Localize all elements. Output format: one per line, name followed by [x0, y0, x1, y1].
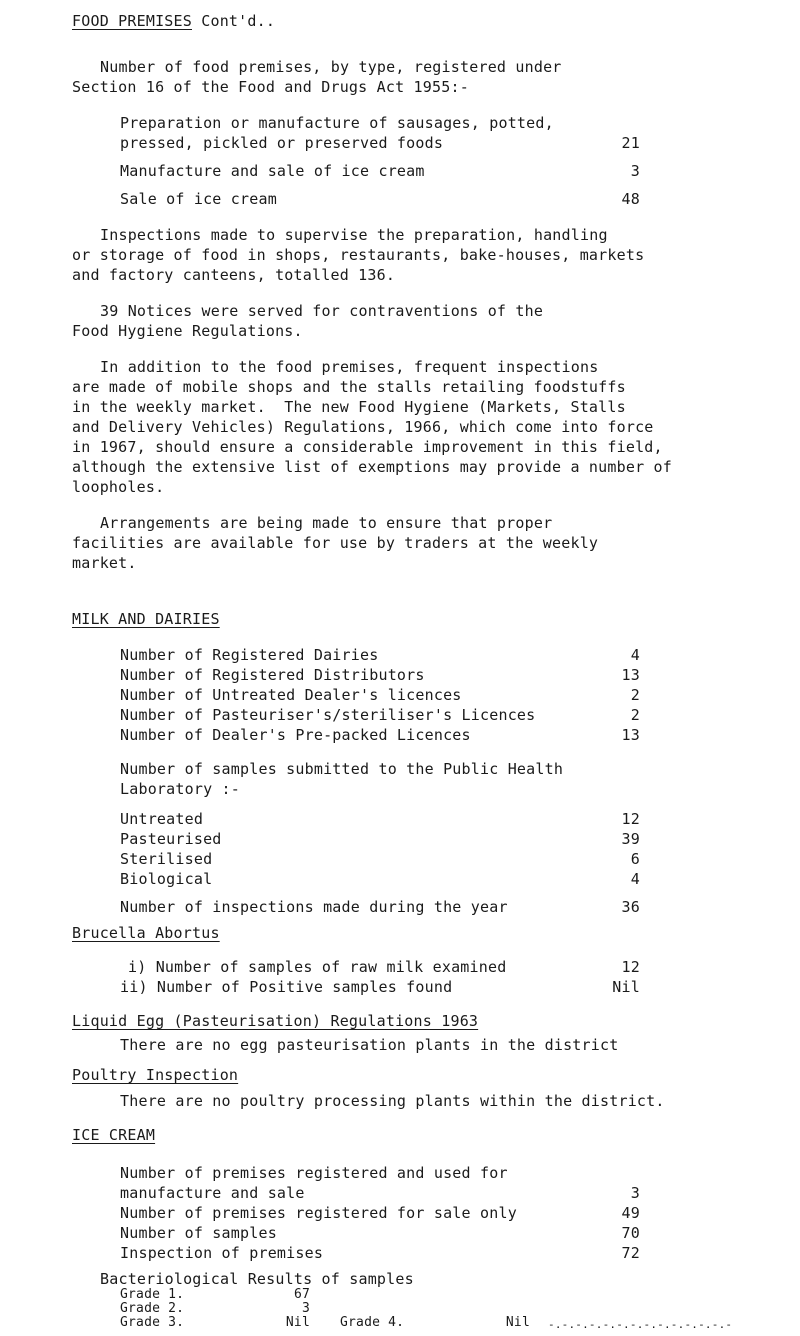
mobile-para-line: in 1967, should ensure a considerable improvement in this field, — [72, 438, 663, 456]
milk-row-value: 13 — [621, 666, 640, 684]
ice-cream-row-value: 49 — [621, 1204, 640, 1222]
milk-row-value: 2 — [630, 706, 640, 724]
poultry-text: There are no poultry processing plants within the district. — [120, 1092, 665, 1110]
grade-label: Grade 1. — [120, 1287, 185, 1302]
milk-row-value: 4 — [630, 646, 640, 664]
sample-row-label: Sterilised — [120, 850, 213, 868]
section-header — [72, 12, 275, 30]
sample-row-value: 12 — [621, 810, 640, 828]
ice-cream-row-label: Number of premises registered for sale only — [120, 1204, 517, 1222]
grade-value: 3 — [301, 1301, 310, 1316]
poultry-heading: Poultry Inspection — [72, 1066, 239, 1084]
sample-row-value: 6 — [630, 850, 640, 868]
arrangements-para-line: market. — [72, 554, 137, 572]
grade-value: 67 — [293, 1287, 310, 1302]
samples-intro-line: Number of samples submitted to the Public Health — [120, 760, 564, 778]
brucella-row-label: i) Number of samples of raw milk examined — [128, 958, 507, 976]
intro-line-1: Number of food premises, by type, registered under — [100, 58, 562, 76]
arrangements-para-line: Arrangements are being made to ensure that proper — [100, 514, 553, 532]
brucella-row-value: 12 — [621, 958, 640, 976]
milk-row-label: Number of Registered Distributors — [120, 666, 425, 684]
cont-label: Cont'd.. — [201, 12, 276, 30]
premises-row-label: Preparation or manufacture of sausages, potted, — [120, 114, 554, 132]
grade-value: Nil — [285, 1315, 310, 1330]
premises-row-value: 48 — [621, 190, 640, 208]
mobile-para-line: although the extensive list of exemptions may provide a number of — [72, 458, 672, 476]
ice-cream-row-label: Number of samples — [120, 1224, 277, 1242]
ice-cream-row-label: manufacture and sale — [120, 1184, 305, 1202]
mobile-para-line: loopholes. — [72, 478, 165, 496]
milk-inspections-label: Number of inspections made during the year — [120, 898, 508, 916]
milk-row-label: Number of Pasteuriser's/steriliser's Licences — [120, 706, 536, 724]
milk-inspections-value: 36 — [621, 898, 640, 916]
grade-label: Grade 2. — [120, 1301, 185, 1316]
mobile-para-line: are made of mobile shops and the stalls retailing foodstuffs — [72, 378, 626, 396]
liquid-egg-heading: Liquid Egg (Pasteurisation) Regulations 1963 — [72, 1012, 479, 1030]
sample-row-label: Biological — [120, 870, 213, 888]
premises-row-label: pressed, pickled or preserved foods — [120, 134, 444, 152]
milk-row-label: Number of Untreated Dealer's licences — [120, 686, 462, 704]
premises-row-value: 21 — [621, 134, 640, 152]
milk-row-label: Number of Registered Dairies — [120, 646, 379, 664]
inspections-para-line: and factory canteens, totalled 136. — [72, 266, 396, 284]
milk-row-value: 13 — [621, 726, 640, 744]
premises-row-label: Manufacture and sale of ice cream — [120, 162, 425, 180]
intro-line-2: Section 16 of the Food and Drugs Act 1955:- — [72, 78, 469, 96]
mobile-para-line: and Delivery Vehicles) Regulations, 1966, which come into force — [72, 418, 654, 436]
sample-row-value: 39 — [621, 830, 640, 848]
grade-label: Grade 3. — [120, 1315, 185, 1330]
ice-cream-row-value: 70 — [621, 1224, 640, 1242]
grade-value: Nil — [505, 1315, 530, 1330]
milk-heading: MILK AND DAIRIES — [72, 610, 220, 628]
premises-row-label: Sale of ice cream — [120, 190, 277, 208]
mobile-para-line: in the weekly market. The new Food Hygiene (Markets, Stalls — [72, 398, 626, 416]
samples-intro-line: Laboratory :- — [120, 780, 240, 798]
bacteriological-heading: Bacteriological Results of samples — [100, 1270, 414, 1288]
section-title: FOOD PREMISES — [72, 12, 192, 30]
inspections-para-line: or storage of food in shops, restaurants, bake-houses, markets — [72, 246, 645, 264]
mobile-para-line: In addition to the food premises, frequent inspections — [100, 358, 599, 376]
premises-row-value: 3 — [630, 162, 640, 180]
sample-row-value: 4 — [630, 870, 640, 888]
grade-label: Grade 4. — [340, 1315, 405, 1330]
inspections-para-line: Inspections made to supervise the preparation, handling — [100, 226, 608, 244]
milk-row-value: 2 — [630, 686, 640, 704]
brucella-heading: Brucella Abortus — [72, 924, 220, 942]
liquid-egg-text: There are no egg pasteurisation plants in the district — [120, 1036, 619, 1054]
ice-cream-row-value: 72 — [621, 1244, 640, 1262]
notices-para-line: Food Hygiene Regulations. — [72, 322, 303, 340]
ice-cream-row-label: Number of premises registered and used for — [120, 1164, 508, 1182]
brucella-row-value: Nil — [612, 978, 640, 996]
sample-row-label: Untreated — [120, 810, 204, 828]
brucella-row-label: ii) Number of Positive samples found — [120, 978, 453, 996]
arrangements-para-line: facilities are available for use by traders at the weekly — [72, 534, 599, 552]
sample-row-label: Pasteurised — [120, 830, 222, 848]
footer-divider: -.-.-.-.-.-.-.-.-.-.-.-.-.- — [548, 1318, 733, 1331]
ice-cream-heading: ICE CREAM — [72, 1126, 156, 1144]
notices-para-line: 39 Notices were served for contraventions of the — [100, 302, 544, 320]
milk-row-label: Number of Dealer's Pre-packed Licences — [120, 726, 471, 744]
ice-cream-row-value: 3 — [630, 1184, 640, 1202]
ice-cream-row-label: Inspection of premises — [120, 1244, 324, 1262]
